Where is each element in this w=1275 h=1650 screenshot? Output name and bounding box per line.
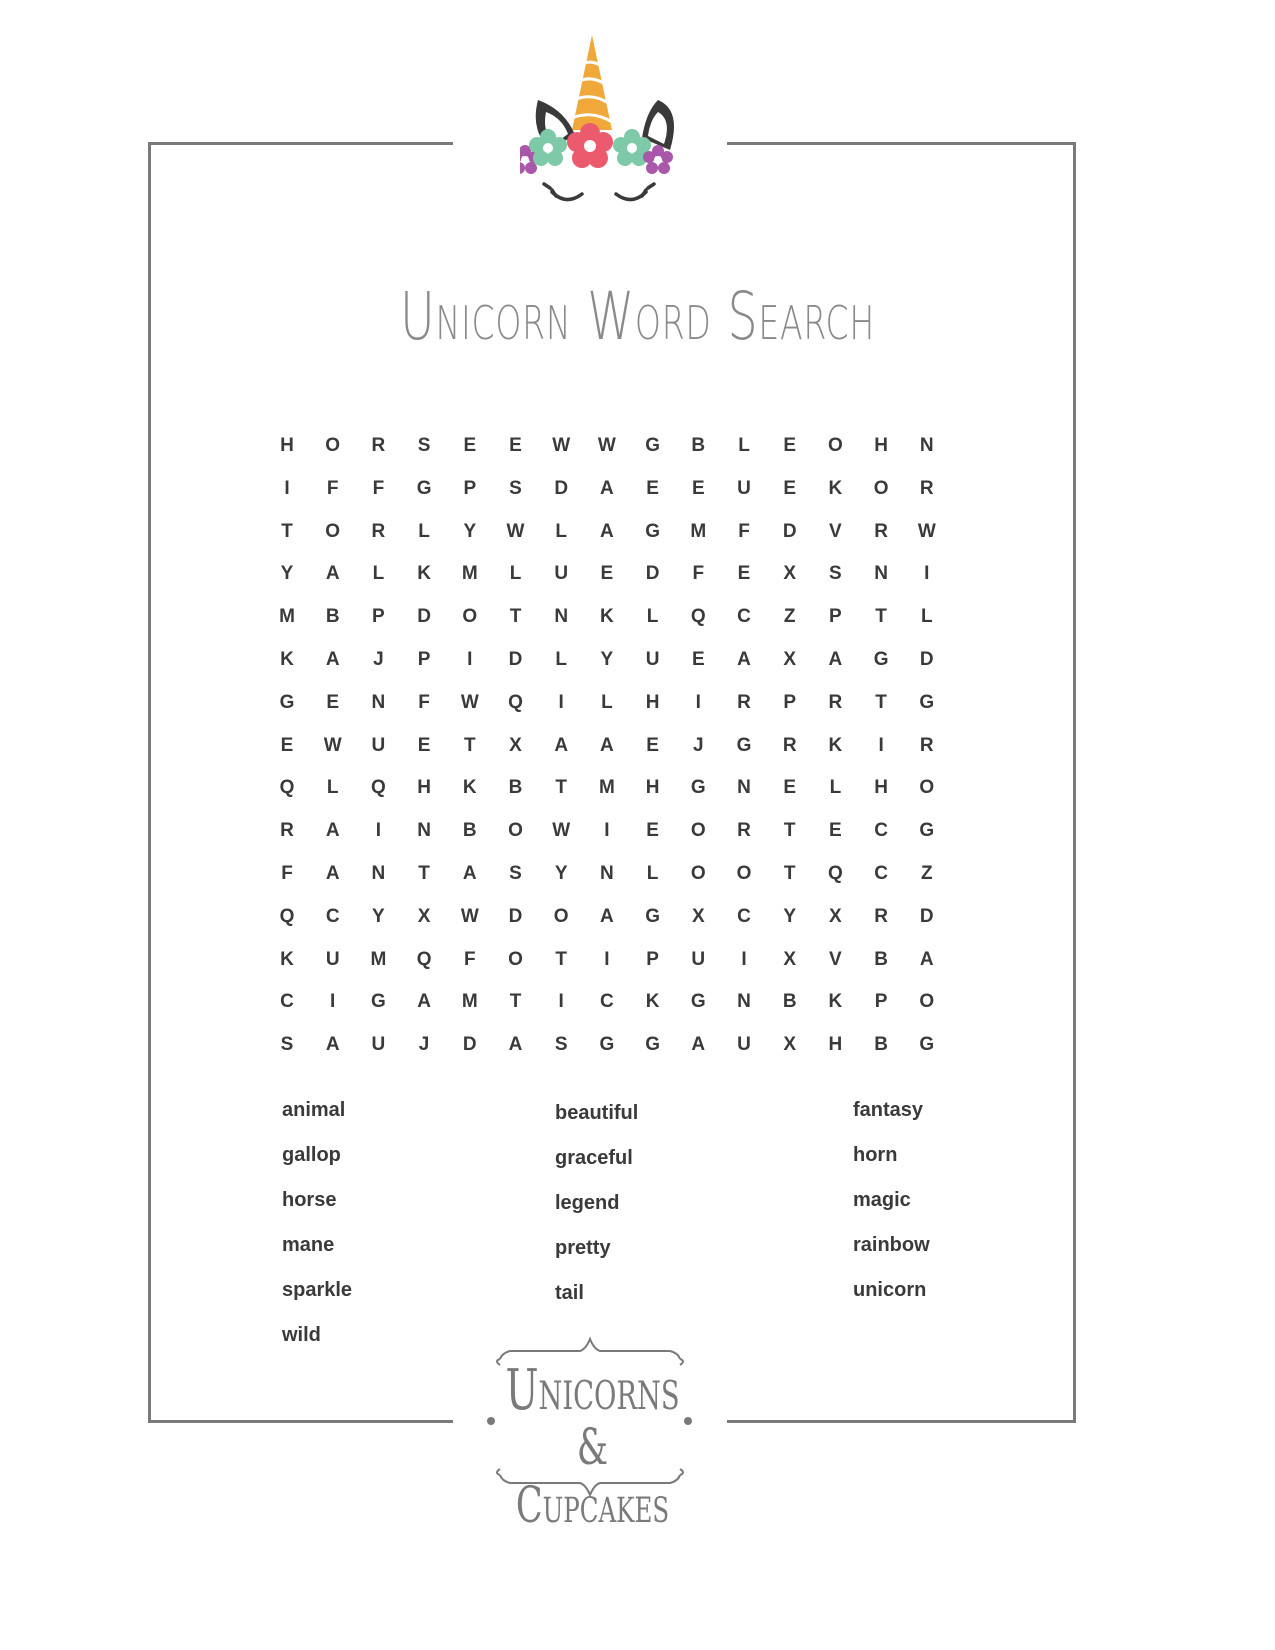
grid-cell: I: [375, 820, 382, 842]
grid-cell: K: [828, 477, 843, 499]
frame-left: [148, 142, 151, 1423]
grid-cell: L: [646, 862, 659, 884]
grid-cell: Z: [783, 606, 796, 628]
grid-cell: C: [874, 862, 888, 884]
grid-row: [275, 775, 995, 818]
grid-cell: D: [554, 477, 569, 499]
grid-cell: M: [461, 563, 478, 585]
grid-cell: B: [874, 948, 888, 970]
grid-cell: G: [919, 820, 935, 842]
grid-cell: D: [508, 648, 523, 670]
grid-cell: J: [418, 1034, 430, 1056]
grid-cell: E: [326, 691, 340, 713]
grid-cell: N: [554, 606, 569, 628]
grid-cell: O: [508, 948, 523, 970]
grid-cell: R: [371, 435, 386, 456]
grid-cell: G: [736, 734, 752, 756]
grid-cell: Q: [690, 606, 706, 628]
frame-bottom-left: [148, 1420, 453, 1423]
grid-cell: Q: [371, 777, 386, 799]
grid-cell: D: [782, 520, 797, 542]
grid-cell: M: [690, 520, 707, 542]
grid-row: [275, 476, 995, 519]
grid-cell: E: [280, 734, 294, 756]
grid-cell: I: [558, 991, 564, 1013]
grid-cell: U: [691, 948, 706, 970]
grid-cell: N: [737, 991, 751, 1013]
grid-cell: K: [280, 648, 294, 670]
grid-row: [275, 818, 995, 861]
grid-cell: G: [873, 648, 889, 670]
grid-cell: E: [600, 563, 614, 585]
grid-cell: E: [783, 477, 797, 499]
grid-cell: E: [691, 477, 705, 499]
grid-cell: L: [418, 520, 430, 542]
grid-cell: C: [600, 991, 614, 1013]
grid-cell: O: [919, 991, 935, 1013]
grid-cell: M: [370, 948, 387, 970]
grid-cell: F: [738, 520, 750, 542]
grid-row: [275, 604, 995, 647]
grid-cell: W: [597, 435, 616, 456]
grid-cell: F: [463, 948, 476, 970]
grid-cell: Q: [279, 777, 295, 799]
grid-cell: P: [372, 606, 385, 628]
grid-cell: P: [463, 477, 477, 499]
grid-cell: H: [874, 435, 888, 456]
grid-cell: L: [326, 777, 339, 799]
grid-cell: A: [828, 648, 843, 670]
grid-cell: E: [691, 648, 705, 670]
grid-cell: R: [919, 734, 934, 756]
grid-row: [275, 519, 995, 562]
grid-cell: I: [284, 477, 290, 499]
grid-cell: W: [460, 691, 479, 713]
letter-grid: [275, 433, 995, 1075]
grid-cell: H: [828, 1034, 843, 1056]
grid-cell: U: [325, 948, 340, 970]
grid-cell: X: [829, 905, 842, 927]
grid-cell: S: [280, 1034, 294, 1056]
word-list-column-2: [555, 1100, 638, 1325]
grid-cell: Y: [280, 563, 294, 585]
grid-cell: M: [461, 991, 478, 1013]
grid-cell: I: [695, 691, 701, 713]
grid-cell: L: [738, 435, 750, 456]
grid-cell: T: [509, 991, 522, 1013]
grid-cell: R: [919, 477, 934, 499]
grid-cell: E: [509, 435, 522, 456]
grid-cell: D: [508, 905, 523, 927]
grid-cell: A: [325, 820, 340, 842]
grid-cell: C: [737, 606, 751, 628]
word-item: animal: [282, 1099, 346, 1121]
grid-cell: W: [917, 520, 936, 542]
grid-cell: L: [829, 777, 842, 799]
grid-row: [275, 989, 995, 1032]
grid-cell: L: [646, 606, 659, 628]
grid-cell: C: [874, 820, 888, 842]
grid-row: [275, 690, 995, 733]
brand-line-2: & Cupcakes: [515, 1418, 670, 1534]
grid-cell: B: [691, 435, 706, 456]
grid-cell: X: [783, 1034, 797, 1056]
grid-cell: Q: [828, 862, 843, 884]
word-list-column-1: [282, 1097, 352, 1367]
grid-cell: A: [508, 1034, 523, 1056]
grid-cell: G: [919, 1034, 935, 1056]
grid-row: [275, 733, 995, 776]
grid-cell: A: [554, 734, 569, 756]
frame-bottom-right: [727, 1420, 1076, 1423]
grid-cell: Q: [279, 905, 295, 927]
grid-cell: W: [460, 905, 479, 927]
grid-cell: S: [509, 862, 522, 884]
grid-cell: A: [691, 1034, 706, 1056]
grid-cell: T: [555, 948, 567, 970]
grid-cell: O: [462, 606, 478, 628]
grid-cell: G: [919, 691, 935, 713]
grid-cell: C: [737, 905, 751, 927]
grid-cell: R: [280, 820, 294, 842]
grid-cell: X: [417, 905, 431, 927]
grid-cell: S: [829, 563, 842, 585]
unicorn-head-logo: [520, 30, 710, 215]
grid-cell: U: [645, 648, 660, 670]
grid-cell: S: [509, 477, 522, 499]
grid-cell: G: [690, 991, 706, 1013]
grid-cell: V: [829, 948, 842, 970]
grid-cell: Y: [783, 905, 797, 927]
grid-row: [275, 561, 995, 604]
grid-cell: A: [919, 948, 934, 970]
grid-cell: A: [325, 648, 340, 670]
grid-cell: E: [737, 563, 751, 585]
eyelashes-icon: [544, 184, 654, 200]
grid-cell: Y: [600, 648, 614, 670]
grid-cell: I: [924, 563, 930, 585]
grid-cell: A: [600, 905, 614, 927]
grid-row: [275, 861, 995, 904]
grid-cell: G: [690, 777, 706, 799]
word-item: sparkle: [282, 1279, 353, 1301]
grid-cell: D: [919, 905, 934, 927]
grid-cell: W: [323, 734, 342, 756]
grid-cell: I: [604, 948, 610, 970]
grid-cell: P: [646, 948, 659, 970]
horn-icon: [572, 35, 612, 130]
grid-cell: X: [783, 563, 797, 585]
grid-cell: A: [600, 520, 614, 542]
brand-line-1: Unicorns: [505, 1358, 680, 1423]
grid-cell: E: [646, 477, 659, 499]
grid-cell: A: [325, 1034, 340, 1056]
grid-cell: U: [554, 563, 569, 585]
grid-cell: E: [417, 734, 431, 756]
grid-cell: J: [693, 734, 704, 756]
word-item: horn: [853, 1144, 898, 1166]
grid-cell: B: [325, 606, 340, 628]
grid-cell: F: [372, 477, 385, 499]
grid-cell: L: [509, 563, 522, 585]
grid-cell: I: [558, 691, 564, 713]
grid-cell: H: [280, 435, 294, 456]
grid-cell: O: [873, 477, 889, 499]
grid-cell: Y: [463, 520, 477, 542]
grid-cell: M: [279, 606, 295, 628]
grid-cell: Y: [554, 862, 568, 884]
word-item: tail: [555, 1282, 584, 1304]
grid-cell: D: [919, 648, 934, 670]
word-item: wild: [282, 1324, 321, 1346]
grid-cell: G: [279, 691, 295, 713]
grid-cell: G: [645, 520, 660, 542]
grid-cell: X: [783, 948, 797, 970]
grid-cell: O: [553, 905, 569, 927]
grid-cell: B: [462, 820, 477, 842]
grid-cell: R: [782, 734, 797, 756]
grid-cell: M: [598, 777, 615, 799]
grid-cell: N: [874, 563, 888, 585]
grid-cell: A: [600, 734, 614, 756]
grid-row: [275, 947, 995, 990]
grid-cell: K: [417, 563, 431, 585]
grid-cell: E: [646, 820, 659, 842]
grid-cell: A: [417, 991, 431, 1013]
grid-cell: N: [371, 862, 386, 884]
word-item: rainbow: [853, 1234, 930, 1256]
grid-cell: G: [416, 477, 432, 499]
grid-cell: C: [325, 905, 340, 927]
grid-cell: T: [783, 820, 796, 842]
grid-cell: K: [280, 948, 294, 970]
grid-cell: A: [737, 648, 751, 670]
grid-cell: G: [599, 1034, 615, 1056]
grid-cell: S: [554, 1034, 568, 1056]
grid-cell: N: [600, 862, 614, 884]
grid-cell: O: [736, 862, 752, 884]
grid-cell: A: [462, 862, 477, 884]
word-item: magic: [853, 1189, 911, 1211]
grid-cell: E: [463, 435, 477, 456]
grid-cell: E: [783, 435, 797, 456]
grid-cell: G: [371, 991, 386, 1013]
grid-cell: K: [600, 606, 614, 628]
grid-cell: U: [371, 734, 386, 756]
grid-cell: L: [920, 606, 933, 628]
grid-cell: P: [783, 691, 797, 713]
grid-cell: U: [371, 1034, 386, 1056]
grid-cell: O: [690, 862, 706, 884]
grid-cell: I: [878, 734, 884, 756]
grid-cell: T: [783, 862, 796, 884]
grid-cell: Q: [508, 691, 523, 713]
grid-cell: H: [645, 777, 660, 799]
grid-cell: O: [325, 520, 341, 542]
grid-cell: R: [874, 905, 888, 927]
frame-top-left: [148, 142, 453, 145]
grid-cell: U: [737, 477, 751, 499]
word-item: mane: [282, 1234, 335, 1256]
grid-cell: A: [600, 477, 614, 499]
grid-cell: G: [645, 1034, 660, 1056]
grid-cell: U: [737, 1034, 751, 1056]
word-item: horse: [282, 1189, 337, 1211]
grid-row: [275, 1032, 995, 1075]
grid-cell: I: [467, 648, 473, 670]
grid-cell: O: [919, 777, 935, 799]
grid-cell: O: [508, 820, 523, 842]
grid-cell: T: [463, 734, 476, 756]
word-item: unicorn: [853, 1279, 927, 1301]
grid-cell: R: [737, 820, 751, 842]
grid-cell: R: [371, 520, 386, 542]
grid-cell: T: [509, 606, 522, 628]
grid-cell: W: [552, 435, 571, 456]
grid-cell: H: [417, 777, 431, 799]
grid-cell: N: [737, 777, 751, 799]
grid-cell: T: [281, 520, 293, 542]
grid-cell: I: [741, 948, 747, 970]
grid-cell: T: [418, 862, 430, 884]
grid-cell: N: [417, 820, 431, 842]
grid-cell: F: [418, 691, 430, 713]
grid-row: [275, 433, 995, 476]
grid-cell: W: [506, 520, 525, 542]
grid-row: [275, 904, 995, 947]
grid-cell: R: [828, 691, 843, 713]
grid-cell: L: [372, 563, 385, 585]
grid-cell: N: [919, 435, 934, 456]
grid-cell: V: [829, 520, 842, 542]
page-title: Unicorn Word Search: [400, 278, 875, 355]
grid-cell: O: [325, 435, 341, 456]
grid-row: [275, 647, 995, 690]
word-item: legend: [555, 1192, 620, 1214]
grid-cell: T: [555, 777, 567, 799]
grid-cell: D: [645, 563, 660, 585]
word-item: gallop: [282, 1144, 341, 1166]
grid-cell: E: [646, 734, 659, 756]
grid-cell: L: [555, 520, 567, 542]
grid-cell: F: [281, 862, 293, 884]
grid-cell: W: [552, 820, 571, 842]
grid-cell: P: [874, 991, 888, 1013]
grid-cell: K: [828, 991, 843, 1013]
grid-cell: K: [645, 991, 660, 1013]
grid-cell: B: [508, 777, 523, 799]
grid-cell: X: [509, 734, 522, 756]
word-item: fantasy: [853, 1099, 924, 1121]
grid-cell: P: [417, 648, 431, 670]
grid-cell: L: [555, 648, 567, 670]
grid-cell: O: [828, 435, 843, 456]
grid-cell: B: [782, 991, 797, 1013]
grid-cell: J: [373, 648, 384, 670]
grid-cell: D: [462, 1034, 477, 1056]
grid-cell: P: [829, 606, 842, 628]
grid-cell: Z: [920, 862, 933, 884]
grid-cell: N: [371, 691, 386, 713]
grid-cell: Q: [416, 948, 432, 970]
grid-cell: H: [645, 691, 660, 713]
grid-cell: K: [462, 777, 477, 799]
grid-cell: R: [737, 691, 751, 713]
grid-cell: H: [874, 777, 888, 799]
grid-cell: D: [417, 606, 431, 628]
grid-cell: L: [601, 691, 613, 713]
grid-cell: A: [325, 862, 340, 884]
grid-cell: T: [875, 606, 887, 628]
word-item: graceful: [555, 1147, 633, 1169]
grid-cell: O: [690, 820, 706, 842]
grid-cell: Y: [372, 905, 385, 927]
grid-cell: R: [874, 520, 888, 542]
grid-cell: C: [280, 991, 294, 1013]
grid-cell: X: [783, 648, 797, 670]
grid-cell: G: [645, 905, 660, 927]
grid-cell: K: [828, 734, 843, 756]
grid-cell: I: [604, 820, 610, 842]
grid-cell: T: [875, 691, 887, 713]
grid-cell: B: [874, 1034, 888, 1056]
grid-cell: F: [326, 477, 339, 499]
grid-cell: S: [417, 435, 431, 456]
grid-cell: A: [325, 563, 340, 585]
word-list-column-3: [853, 1097, 930, 1322]
grid-cell: X: [691, 905, 705, 927]
grid-cell: G: [645, 435, 660, 456]
frame-top-right: [727, 142, 1076, 145]
word-item: beautiful: [555, 1102, 639, 1124]
grid-cell: I: [330, 991, 336, 1013]
word-item: pretty: [555, 1237, 611, 1259]
grid-cell: E: [783, 777, 797, 799]
grid-cell: F: [692, 563, 705, 585]
grid-cell: E: [829, 820, 842, 842]
